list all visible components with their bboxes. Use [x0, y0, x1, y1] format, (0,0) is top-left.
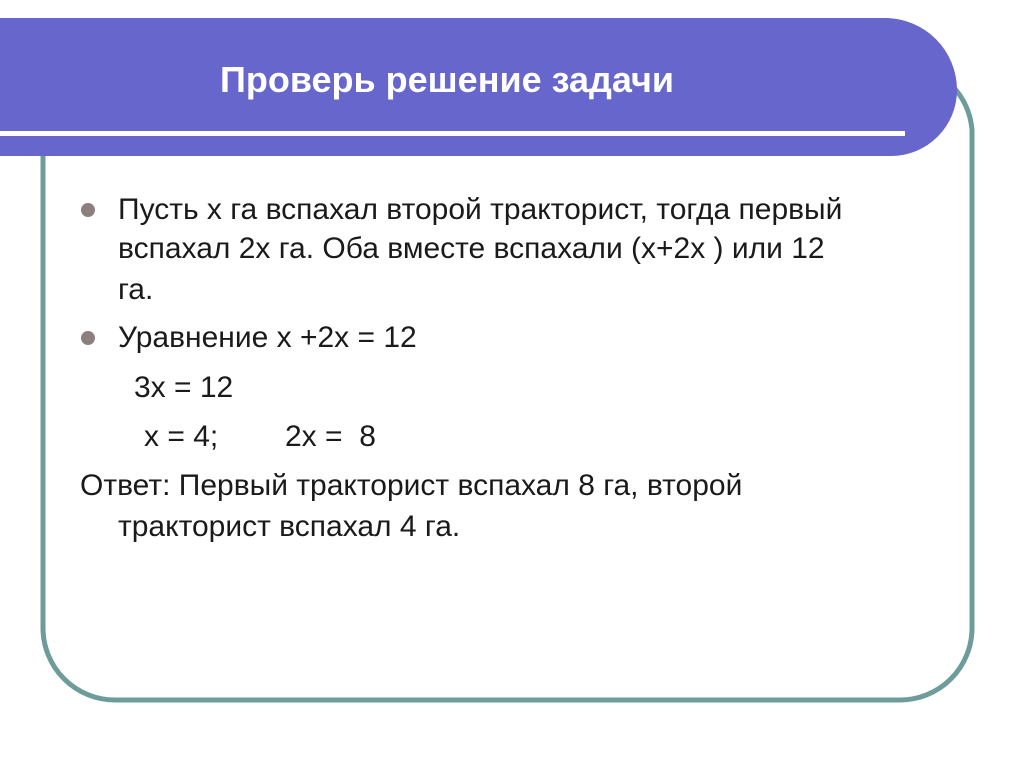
answer-line-1: Ответ: Первый тракторист вспахал 8 га, второй: [80, 469, 743, 502]
bullet-1-line-2: вспахал 2x га. Оба вместе вспахали (x+2x ) или 12: [118, 232, 825, 265]
bullet-2-line-1: Уравнение x +2x = 12: [118, 321, 417, 354]
slide-title: Проверь решение задачи: [220, 59, 675, 100]
equation-step-2-left: x = 4;: [144, 420, 219, 453]
equation-step-2-right: 2x = 8: [285, 420, 376, 453]
bullet-1-line-3: га.: [118, 273, 154, 306]
bullet-dot-2: [81, 331, 95, 345]
bullet-1-line-1: Пусть x га вспахал второй тракторист, тогда первый: [118, 193, 843, 226]
answer-line-2: тракторист вспахал 4 га.: [118, 510, 461, 543]
bullet-dot-1: [81, 203, 95, 217]
equation-step-1: 3x = 12: [134, 371, 234, 404]
